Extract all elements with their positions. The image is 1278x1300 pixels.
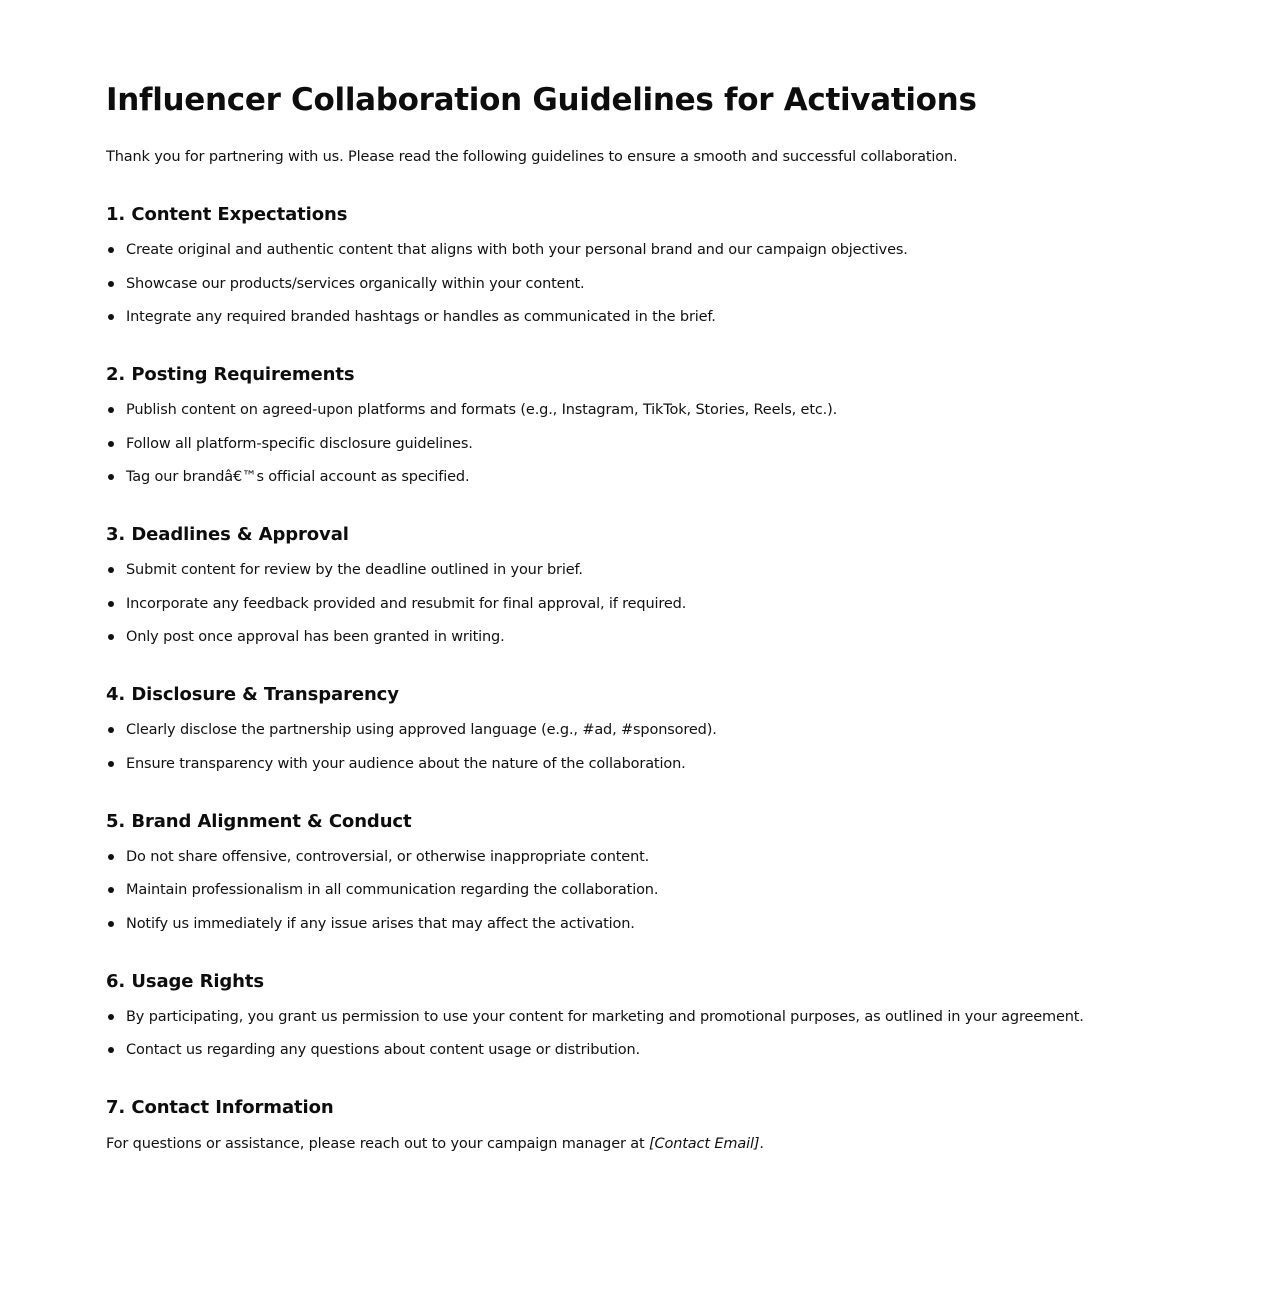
list-item	[106, 1006, 1278, 1028]
contact-text: For questions or assistance, please reach out to your campaign manager at	[106, 1136, 650, 1152]
contact-email-placeholder: [Contact Email]	[649, 1136, 760, 1152]
list-item	[106, 753, 1278, 775]
bullet-list	[106, 399, 1278, 488]
list-item	[106, 306, 1278, 328]
list-item	[106, 626, 1278, 648]
bullet-list	[106, 719, 1278, 775]
bullet-icon	[108, 247, 114, 253]
list-item-text: Create original and authentic content that aligns with both your personal brand and our campaign objectives.	[126, 242, 908, 258]
list-item-text: Integrate any required branded hashtags or handles as communicated in the brief.	[126, 309, 716, 325]
section-content-expectations	[106, 202, 1278, 328]
list-item-text: Only post once approval has been granted in writing.	[126, 629, 505, 645]
list-item-text: Submit content for review by the deadline outlined in your brief.	[126, 562, 583, 578]
list-item	[106, 879, 1278, 901]
bullet-icon	[108, 441, 114, 447]
page-title: Influencer Collaboration Guidelines for Activations	[106, 82, 977, 118]
bullet-icon	[108, 601, 114, 607]
bullet-list	[106, 1006, 1278, 1062]
section-heading: 2. Posting Requirements	[106, 364, 355, 385]
bullet-list	[106, 846, 1278, 935]
list-item	[106, 1039, 1278, 1061]
list-item	[106, 846, 1278, 868]
list-item-text: Contact us regarding any questions about content usage or distribution.	[126, 1042, 641, 1058]
section-heading: 3. Deadlines & Approval	[106, 524, 349, 545]
list-item-text: Tag our brandâ€™s official account as specified.	[126, 469, 470, 485]
contact-paragraph	[106, 1133, 1278, 1155]
list-item	[106, 239, 1278, 261]
bullet-icon	[108, 1047, 114, 1053]
bullet-icon	[108, 281, 114, 287]
bullet-icon	[108, 1014, 114, 1020]
section-heading: 7. Contact Information	[106, 1097, 334, 1118]
bullet-icon	[108, 854, 114, 860]
bullet-list	[106, 239, 1278, 328]
list-item-text: Follow all platform-specific disclosure guidelines.	[126, 435, 473, 452]
bullet-icon	[108, 921, 114, 927]
list-item-text: Notify us immediately if any issue arises that may affect the activation.	[126, 915, 635, 932]
list-item-text: Ensure transparency with your audience about the nature of the collaboration.	[126, 755, 686, 772]
list-item	[106, 399, 1278, 421]
section-usage-rights	[106, 969, 1278, 1062]
section-heading: 1. Content Expectations	[106, 204, 348, 225]
contact-text-end: .	[759, 1136, 764, 1152]
bullet-icon	[108, 761, 114, 767]
section-disclosure-transparency	[106, 682, 1278, 775]
bullet-icon	[108, 314, 114, 320]
bullet-icon	[108, 407, 114, 413]
intro-paragraph: Thank you for partnering with us. Please read the following guidelines to ensure a smooth and successful collaboration.	[106, 149, 958, 165]
bullet-icon	[108, 567, 114, 573]
section-heading: 4. Disclosure & Transparency	[106, 684, 399, 705]
list-item-text: Publish content on agreed-upon platforms and formats (e.g., Instagram, TikTok, Stories, Reels, etc.).	[126, 402, 838, 418]
bullet-icon	[108, 474, 114, 480]
list-item	[106, 273, 1278, 295]
list-item-text: Incorporate any feedback provided and resubmit for final approval, if required.	[126, 595, 687, 612]
list-item	[106, 593, 1278, 615]
list-item	[106, 466, 1278, 488]
section-contact-information	[106, 1095, 1278, 1155]
list-item-text: By participating, you grant us permission to use your content for marketing and promotional purposes, as outlined in your agreement.	[126, 1008, 1084, 1025]
section-heading: 6. Usage Rights	[106, 970, 265, 992]
section-deadlines-approval	[106, 522, 1278, 648]
list-item-text: Showcase our products/services organically within your content.	[126, 275, 585, 292]
list-item-text: Clearly disclose the partnership using approved language (e.g., #ad, #sponsored).	[126, 722, 717, 738]
list-item-text: Do not share offensive, controversial, or otherwise inappropriate content.	[126, 848, 650, 865]
list-item	[106, 913, 1278, 935]
bullet-icon	[108, 727, 114, 733]
list-item	[106, 559, 1278, 581]
list-item	[106, 719, 1278, 741]
list-item-text: Maintain professionalism in all communication regarding the collaboration.	[126, 882, 659, 898]
list-item	[106, 433, 1278, 455]
bullet-icon	[108, 634, 114, 640]
section-posting-requirements	[106, 362, 1278, 488]
section-brand-alignment-conduct	[106, 809, 1278, 935]
bullet-list	[106, 559, 1278, 648]
section-heading: 5. Brand Alignment & Conduct	[106, 810, 412, 832]
bullet-icon	[108, 887, 114, 893]
